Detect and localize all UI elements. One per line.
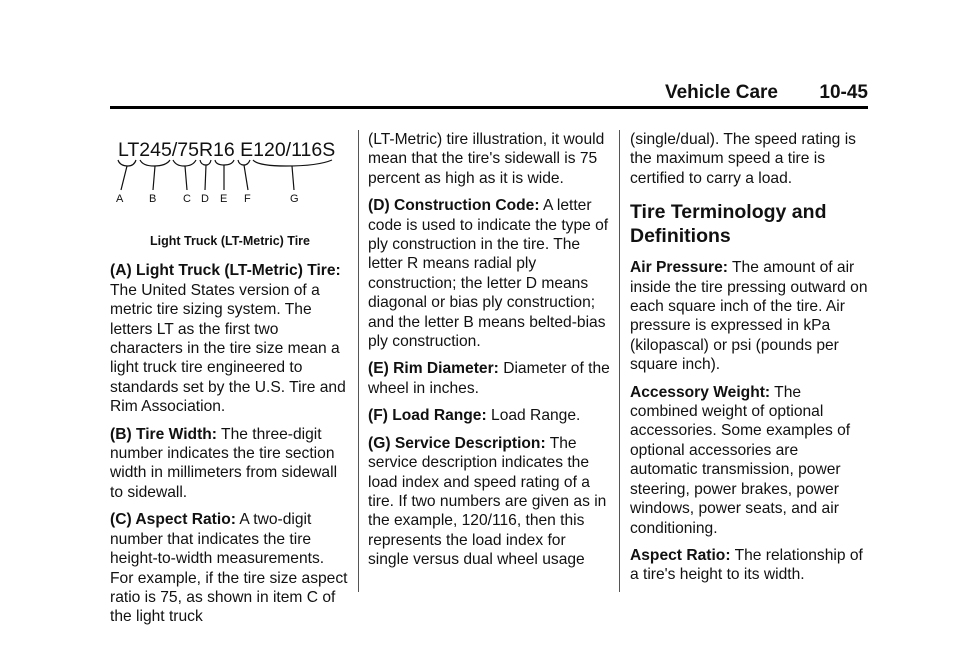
label-brackets bbox=[118, 160, 332, 190]
definition-paragraph bbox=[630, 546, 870, 585]
term: Accessory Weight: bbox=[630, 383, 771, 401]
page-number: 10-45 bbox=[819, 82, 868, 103]
definition-paragraph bbox=[110, 261, 350, 416]
term: Air Pressure: bbox=[630, 259, 728, 277]
definition-paragraph bbox=[368, 406, 610, 425]
label-d: D bbox=[201, 193, 209, 205]
label-c: C bbox=[183, 193, 191, 205]
definition-text: Load Range. bbox=[491, 407, 581, 425]
continued-paragraph bbox=[630, 130, 870, 188]
figure-caption: Light Truck (LT-Metric) Tire bbox=[150, 234, 310, 248]
label-e: E bbox=[220, 193, 228, 205]
page-header bbox=[110, 80, 868, 109]
definition-text: The relationship of a tire's height to its width. bbox=[630, 546, 863, 584]
definition-text: Diameter of the wheel in inches. bbox=[368, 360, 610, 397]
label-f: F bbox=[244, 193, 251, 205]
definition-text: The United States version of a metric tire sizing system. The letters LT as the first two characters in the tire size mean a light truck tire engineered to standards set by the U.S. Tire and Rim Association. bbox=[110, 281, 346, 416]
definition-paragraph bbox=[110, 510, 350, 626]
definition-paragraph bbox=[110, 425, 350, 503]
continued-paragraph bbox=[368, 130, 610, 188]
column-3 bbox=[630, 130, 870, 593]
tire-code-diagram bbox=[110, 130, 350, 230]
definition-text: (single/dual). The speed rating is the maximum speed a tire is certified to carry a load. bbox=[630, 131, 856, 187]
definition-text: The combined weight of optional accessories. Some examples of optional accessories are automatic transmission, power steering, power brakes, power windows, power seats, and air conditioning. bbox=[630, 383, 851, 537]
definition-paragraph bbox=[368, 434, 610, 570]
term: (G) Service Description: bbox=[368, 434, 546, 452]
term: (D) Construction Code: bbox=[368, 197, 540, 215]
column-2 bbox=[368, 130, 610, 578]
term: (C) Aspect Ratio: bbox=[110, 511, 236, 529]
definition-paragraph bbox=[368, 196, 610, 351]
term: (B) Tire Width: bbox=[110, 425, 217, 443]
label-a: A bbox=[116, 193, 124, 205]
definition-text: A two-digit number that indicates the tire height-to-width measurements. For example, if the tire size aspect ratio is 75, as shown in item C of the light truck bbox=[110, 511, 348, 626]
definition-text: (LT-Metric) tire illustration, it would mean that the tire's sidewall is 75 percent as high as it is wide. bbox=[368, 131, 605, 187]
label-g: G bbox=[290, 193, 299, 205]
tire-code-text: LT245/75R16 E120/116S bbox=[118, 139, 336, 161]
definition-text: The amount of air inside the tire pressing outward on each square inch of the tire. Air pressure is expressed in kPa (kilopascal) or psi (pounds per square inch). bbox=[630, 259, 868, 374]
definition-text: The service description indicates the load index and speed rating of a tire. If two numbers are given as in the example, 120/116, then this represents the load index for single versus dual wheel usage bbox=[368, 434, 607, 569]
column-divider bbox=[619, 130, 620, 592]
term: Aspect Ratio: bbox=[630, 546, 731, 564]
section-heading: Tire Terminology and Definitions bbox=[630, 201, 827, 248]
column-divider bbox=[358, 130, 359, 592]
column-1 bbox=[110, 130, 350, 635]
term: (E) Rim Diameter: bbox=[368, 360, 499, 378]
definition-text: A letter code is used to indicate the type of ply construction in the tire. The letter R means radial ply construction; the letter D means diagonal or bias ply construction; and the letter B means belted-bias ply construction. bbox=[368, 197, 609, 351]
tire-size-illustration bbox=[110, 130, 350, 230]
definition-text: The three-digit number indicates the tire section width in millimeters from sidewall to sidewall. bbox=[110, 425, 338, 501]
term: (A) Light Truck (LT-Metric) Tire: bbox=[110, 262, 341, 280]
definition-paragraph bbox=[630, 383, 870, 538]
label-letters bbox=[116, 193, 299, 205]
section-title: Vehicle Care bbox=[664, 82, 778, 103]
definition-paragraph bbox=[630, 258, 870, 374]
label-b: B bbox=[149, 193, 157, 205]
term: (F) Load Range: bbox=[368, 407, 487, 425]
definition-paragraph bbox=[368, 359, 610, 398]
